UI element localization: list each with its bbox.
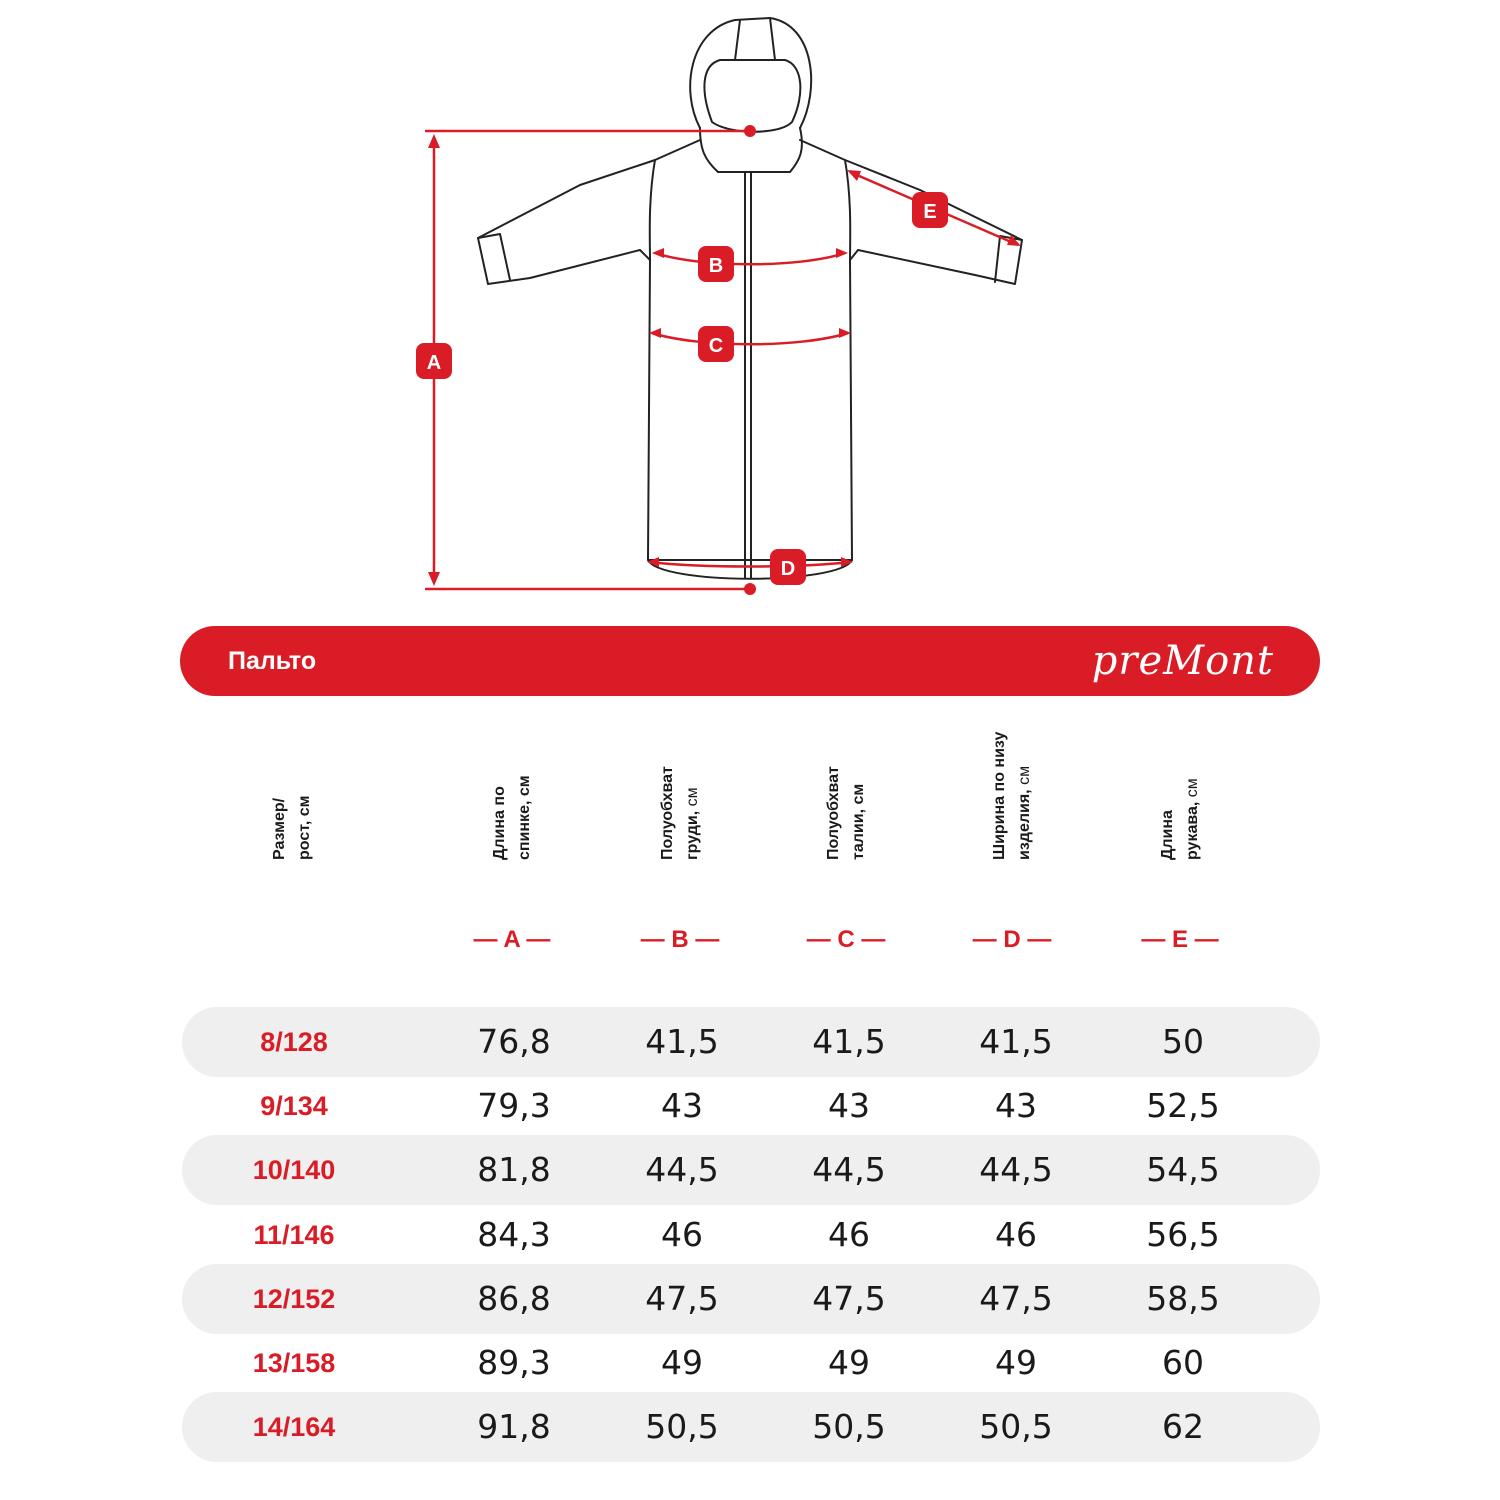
column-letter-4: — D —: [972, 926, 1052, 953]
column-header-1: [452, 720, 572, 910]
table-row: [182, 1392, 1320, 1462]
table-row: [182, 1007, 1320, 1077]
column-header-line1: Ширина по низу: [991, 731, 1008, 860]
badge-a-label: A: [426, 352, 442, 374]
size-cell: 8/128: [260, 1027, 328, 1057]
badge-d-label: D: [780, 558, 796, 580]
measurement-cell-a: 89,3: [477, 1343, 551, 1382]
column-header-line2: [292, 796, 317, 861]
product-title: Пальто: [228, 647, 317, 675]
badge-e: [912, 192, 948, 228]
measurement-cell-d: 50,5: [979, 1407, 1053, 1447]
measurement-cell-d: 43: [995, 1086, 1037, 1126]
measurement-cell-c: 49: [828, 1343, 870, 1382]
column-header-line2: [1180, 778, 1205, 860]
measurement-cell-c: 47,5: [812, 1278, 886, 1318]
brand-logo: preMont: [1091, 638, 1274, 684]
measurement-cell-d: 49: [995, 1343, 1037, 1382]
badge-d: [770, 549, 806, 585]
column-header-4: [952, 720, 1072, 910]
product-header-bar: [180, 626, 1320, 696]
coat-measurement-diagram: [0, 0, 1500, 620]
coat-left-sleeve: [478, 140, 700, 284]
measurement-cell-b: 43: [661, 1086, 703, 1126]
column-header-line2: [680, 766, 705, 860]
column-header-2: [620, 720, 740, 910]
measurement-cell-e: 62: [1162, 1407, 1204, 1447]
coat-hood-opening: [704, 60, 800, 132]
badge-e-label: E: [923, 201, 937, 223]
measurement-cell-a: 76,8: [477, 1022, 551, 1061]
column-header-line2-main: спинке, см: [516, 775, 533, 860]
table-row: [182, 1200, 1320, 1270]
measurement-cell-c: 44,5: [812, 1150, 886, 1190]
column-letter-2: — B —: [640, 926, 720, 953]
table-row: [182, 1264, 1320, 1334]
column-header-line2: [846, 766, 871, 860]
measurement-cell-e: 58,5: [1146, 1278, 1220, 1318]
measurement-cell-b: 47,5: [645, 1278, 719, 1318]
measurement-cell-a: 81,8: [477, 1150, 551, 1190]
column-letter-5: — E —: [1141, 926, 1219, 953]
column-header-line2-main: груди,: [684, 810, 701, 860]
column-header-line1: Размер/: [271, 797, 288, 860]
badge-c: [698, 326, 734, 362]
measurement-cell-c: 46: [828, 1214, 870, 1254]
table-row: [182, 1071, 1320, 1141]
badge-c-label: C: [708, 335, 724, 357]
size-cell: 14/164: [252, 1412, 336, 1443]
measurement-cell-d: 41,5: [979, 1022, 1053, 1061]
column-header-unit: см: [1016, 765, 1033, 790]
column-header-line1: Длина по: [491, 786, 508, 860]
column-header-line1: Полуобхват: [825, 766, 842, 860]
badge-b: [698, 246, 734, 282]
measurement-cell-b: 49: [661, 1343, 703, 1382]
size-cell: 13/158: [252, 1348, 336, 1378]
size-cell: 12/152: [252, 1283, 336, 1314]
measurement-cell-a: 79,3: [477, 1086, 551, 1126]
measurement-cell-e: 60: [1162, 1343, 1204, 1382]
column-header-line1: Длина: [1159, 810, 1176, 860]
measurement-cell-d: 47,5: [979, 1278, 1053, 1318]
measurement-cell-b: 50,5: [645, 1407, 719, 1447]
measurement-cell-c: 50,5: [812, 1407, 886, 1447]
column-header-line2-main: изделия,: [1016, 789, 1033, 860]
measurement-cell-a: 86,8: [477, 1278, 551, 1318]
measurement-cell-c: 43: [828, 1086, 870, 1126]
measurement-cell-e: 52,5: [1146, 1086, 1220, 1126]
measurement-cell-a: 91,8: [477, 1407, 551, 1447]
measurement-cell-e: 54,5: [1146, 1150, 1220, 1190]
size-cell: 10/140: [252, 1155, 336, 1186]
column-header-unit: см: [684, 787, 701, 811]
measurement-cell-d: 44,5: [979, 1150, 1053, 1190]
column-letter-3: — C —: [806, 926, 886, 953]
measurement-cell-b: 41,5: [645, 1022, 719, 1061]
badge-a: [416, 343, 452, 379]
column-header-0: [232, 720, 352, 910]
column-header-line2-main: рост, см: [296, 795, 313, 860]
table-row: [182, 1328, 1320, 1398]
measurement-cell-e: 56,5: [1146, 1214, 1220, 1254]
column-header-line2-main: рукава,: [1184, 801, 1201, 860]
column-header-unit: см: [1184, 778, 1201, 802]
column-header-line2: [1012, 732, 1037, 860]
column-header-line2: [512, 775, 537, 860]
size-cell: 9/134: [260, 1091, 328, 1122]
measurement-cell-b: 46: [661, 1214, 703, 1254]
measurement-cell-d: 46: [995, 1214, 1037, 1254]
column-header-line1: Полуобхват: [659, 766, 676, 860]
measurement-cell-c: 41,5: [812, 1022, 886, 1061]
table-row: [182, 1135, 1320, 1205]
coat-zipper: [745, 172, 751, 578]
measurement-cell-b: 44,5: [645, 1150, 719, 1190]
coat-right-sleeve: [800, 140, 1022, 284]
measurement-cell-a: 84,3: [477, 1214, 551, 1254]
column-letter-1: — A —: [473, 926, 551, 953]
measurement-cell-e: 50: [1162, 1022, 1204, 1061]
column-header-line2-main: талии, см: [850, 783, 867, 860]
badge-b-label: B: [708, 255, 724, 277]
size-cell: 11/146: [253, 1219, 335, 1250]
column-header-5: [1120, 720, 1240, 910]
column-header-3: [786, 720, 906, 910]
